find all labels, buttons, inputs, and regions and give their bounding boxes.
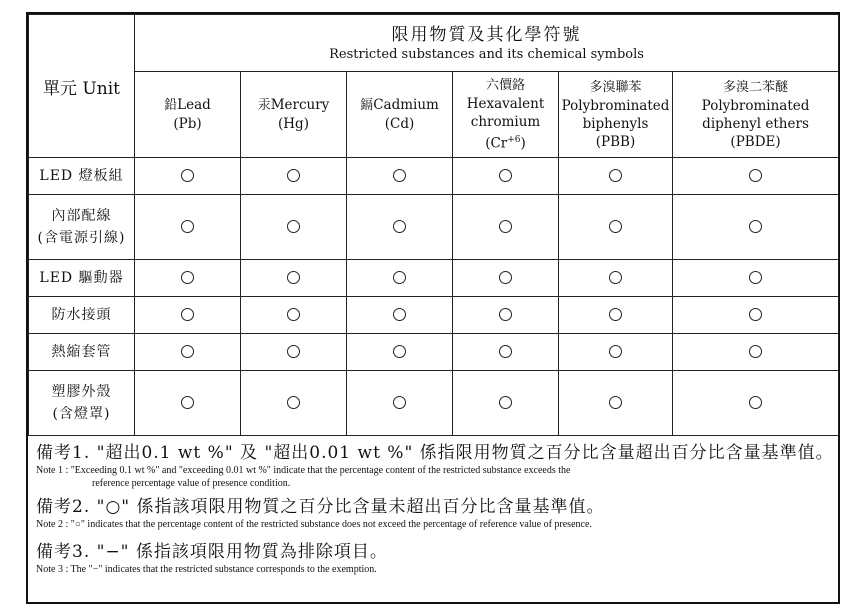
compliance-mark-icon	[135, 297, 241, 334]
compliance-mark-icon	[673, 158, 839, 195]
compliance-mark-icon	[673, 195, 839, 260]
compliance-mark-icon	[241, 297, 347, 334]
table-row	[29, 371, 839, 436]
substance-header-hexavalent-chromium: 六價鉻 Hexavalent chromium $(Cr^{+6})$	[453, 72, 559, 158]
compliance-mark-icon	[673, 297, 839, 334]
table-title	[135, 15, 839, 72]
row-label: LED 燈板組	[29, 158, 135, 195]
row-label: 防水接頭	[29, 297, 135, 334]
unit-header: 單元 Unit	[29, 15, 135, 158]
compliance-mark-icon	[559, 260, 673, 297]
compliance-mark-icon	[673, 334, 839, 371]
row-label: 塑膠外殼 (含燈罩)	[29, 371, 135, 436]
compliance-mark-icon	[347, 195, 453, 260]
notes-section	[28, 436, 838, 576]
compliance-mark-icon	[135, 195, 241, 260]
compliance-mark-icon	[347, 260, 453, 297]
compliance-mark-icon	[453, 334, 559, 371]
note-2-zh: 備考2. "○" 係指該項限用物質之百分比含量未超出百分比含量基準值。	[36, 497, 605, 517]
compliance-mark-icon	[453, 195, 559, 260]
substance-header-pbde: 多溴二苯醚 Polybrominated diphenyl ethers (PBDE)	[673, 72, 839, 158]
table-row	[29, 260, 839, 297]
note-1-zh: 備考1. "超出0.1 wt %" 及 "超出0.01 wt %" 係指限用物質之百分比含量超出百分比含量基準值。	[36, 443, 834, 463]
compliance-mark-icon	[559, 334, 673, 371]
compliance-mark-icon	[559, 297, 673, 334]
note-3-zh: 備考3. "−" 係指該項限用物質為排除項目。	[36, 542, 388, 562]
row-label: LED 驅動器	[29, 260, 135, 297]
compliance-mark-icon	[673, 260, 839, 297]
table-row	[29, 195, 839, 260]
compliance-mark-icon	[241, 158, 347, 195]
compliance-mark-icon	[135, 260, 241, 297]
compliance-mark-icon	[241, 195, 347, 260]
note-1	[36, 442, 834, 490]
substance-header-pbb: 多溴聯苯 Polybrominated biphenyls (PBB)	[559, 72, 673, 158]
compliance-mark-icon	[453, 260, 559, 297]
compliance-mark-icon	[559, 371, 673, 436]
compliance-mark-icon	[241, 371, 347, 436]
title-en: Restricted substances and its chemical symbols	[329, 47, 644, 62]
compliance-mark-icon	[347, 334, 453, 371]
compliance-mark-icon	[347, 158, 453, 195]
compliance-mark-icon	[673, 371, 839, 436]
substance-header-cadmium: 鎘Cadmium (Cd)	[347, 72, 453, 158]
table-row	[29, 297, 839, 334]
compliance-mark-icon	[559, 195, 673, 260]
rohs-declaration	[26, 12, 840, 604]
compliance-mark-icon	[453, 371, 559, 436]
note-1-en-cont: reference percentage value of presence condition.	[92, 478, 291, 489]
compliance-mark-icon	[559, 158, 673, 195]
note-3-en: Note 3 : The "−" indicates that the restricted substance corresponds to the exemption.	[36, 564, 377, 575]
compliance-mark-icon	[241, 334, 347, 371]
note-1-en: Note 1 : "Exceeding 0.1 wt %" and "exceeding 0.01 wt %" indicate that the percentage content of the restricted substance exceeds the	[36, 465, 571, 476]
compliance-mark-icon	[135, 371, 241, 436]
compliance-mark-icon	[135, 334, 241, 371]
row-label: 熱縮套管	[29, 334, 135, 371]
compliance-mark-icon	[453, 297, 559, 334]
note-2-en: Note 2 : "○" indicates that the percentage content of the restricted substance does not exceed the percentage of reference value of presence.	[36, 519, 592, 530]
compliance-mark-icon	[347, 371, 453, 436]
title-zh: 限用物質及其化學符號	[391, 25, 582, 45]
row-label: 內部配線 (含電源引線)	[29, 195, 135, 260]
substance-header-mercury: 汞Mercury (Hg)	[241, 72, 347, 158]
substance-header-lead: 鉛Lead (Pb)	[135, 72, 241, 158]
restricted-substances-table	[28, 14, 839, 436]
note-3	[36, 541, 830, 576]
note-2	[36, 496, 830, 531]
compliance-mark-icon	[135, 158, 241, 195]
table-row	[29, 158, 839, 195]
table-row	[29, 334, 839, 371]
compliance-mark-icon	[453, 158, 559, 195]
compliance-mark-icon	[241, 260, 347, 297]
compliance-mark-icon	[347, 297, 453, 334]
